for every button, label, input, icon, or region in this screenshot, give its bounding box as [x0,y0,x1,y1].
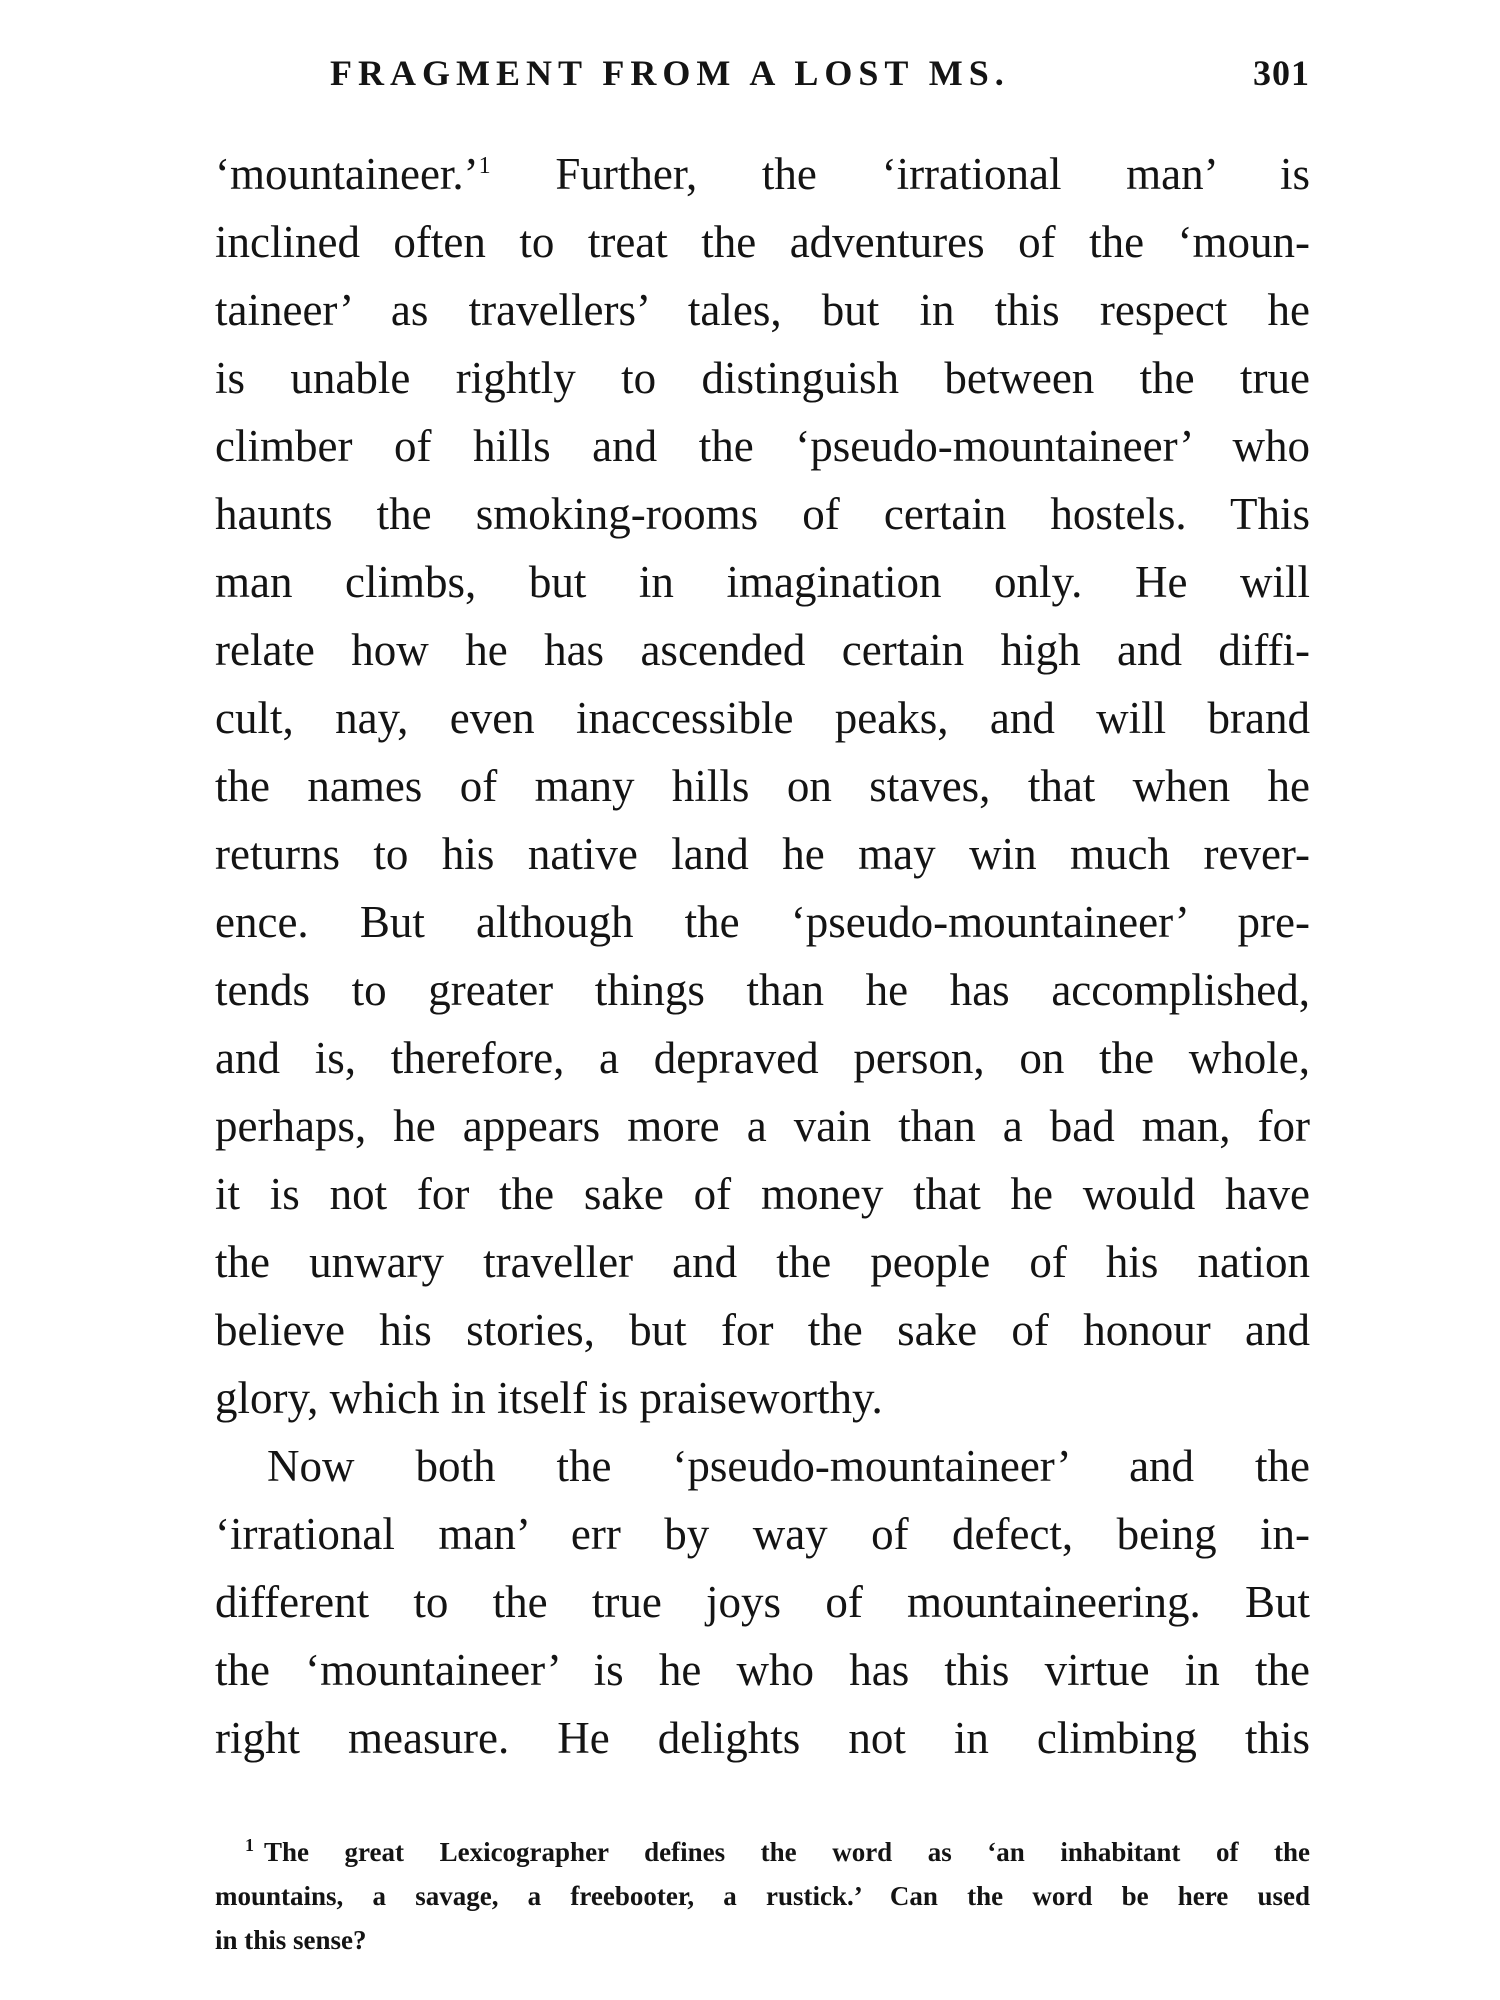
text-line: returns to his native land he may win much rever- [215,829,1310,879]
text-line: tends to greater things than he has accomplished, [215,965,1310,1015]
footnote-line [215,1830,1310,1874]
text-line: right measure. He delights not in climbing this [215,1713,1310,1763]
text-segment: Further, the ‘irrational man’ is [490,149,1310,199]
text-line: taineer’ as travellers’ tales, but in this respect he [215,285,1310,335]
text-line: cult, nay, even inaccessible peaks, and will brand [215,693,1310,743]
text-line: haunts the smoking-rooms of certain hostels. This [215,489,1310,539]
text-line: ence. But although the ‘pseudo-mountaineer’ pre- [215,897,1310,947]
text-line: perhaps, he appears more a vain than a bad man, for [215,1101,1310,1151]
text-line: ‘irrational man’ err by way of defect, being in- [215,1509,1310,1559]
text-line: glory, which in itself is praiseworthy. [215,1373,883,1423]
footnote-text: The great Lexicographer defines the word as ‘an inhabitant of the [264,1837,1310,1867]
text-line: is unable rightly to distinguish between the true [215,353,1310,403]
text-line: relate how he has ascended certain high and diffi- [215,625,1310,675]
text-line: believe his stories, but for the sake of honour and [215,1305,1310,1355]
text-line: it is not for the sake of money that he would have [215,1169,1310,1219]
text-line: inclined often to treat the adventures of the ‘moun- [215,217,1310,267]
paragraph-2 [215,1432,1310,1772]
footnote-reference[interactable]: 1 [478,153,491,179]
footnote [215,1830,1310,1962]
text-line: Now both the ‘pseudo-mountaineer’ and the [267,1441,1310,1491]
footnote-line: mountains, a savage, a freebooter, a rustick.’ Can the word be here used [215,1881,1310,1911]
body-text [215,140,1310,1772]
text-line: the unwary traveller and the people of his nation [215,1237,1310,1287]
text-line [215,140,1310,208]
text-segment: ‘mountaineer.’ [215,149,479,199]
page-number: 301 [1253,53,1310,93]
text-line: the ‘mountaineer’ is he who has this virtue in the [215,1645,1310,1695]
running-title: FRAGMENT FROM A LOST MS. [330,53,1010,93]
running-head [330,52,1310,102]
footnote-marker: 1 [245,1835,254,1855]
text-line: climber of hills and the ‘pseudo-mountaineer’ who [215,421,1310,471]
text-line: different to the true joys of mountaineering. But [215,1577,1310,1627]
paragraph-1 [215,140,1310,1432]
text-line: and is, therefore, a depraved person, on the whole, [215,1033,1310,1083]
footnote-line: in this sense? [215,1925,367,1955]
text-line: the names of many hills on staves, that when he [215,761,1310,811]
text-line: man climbs, but in imagination only. He will [215,557,1310,607]
